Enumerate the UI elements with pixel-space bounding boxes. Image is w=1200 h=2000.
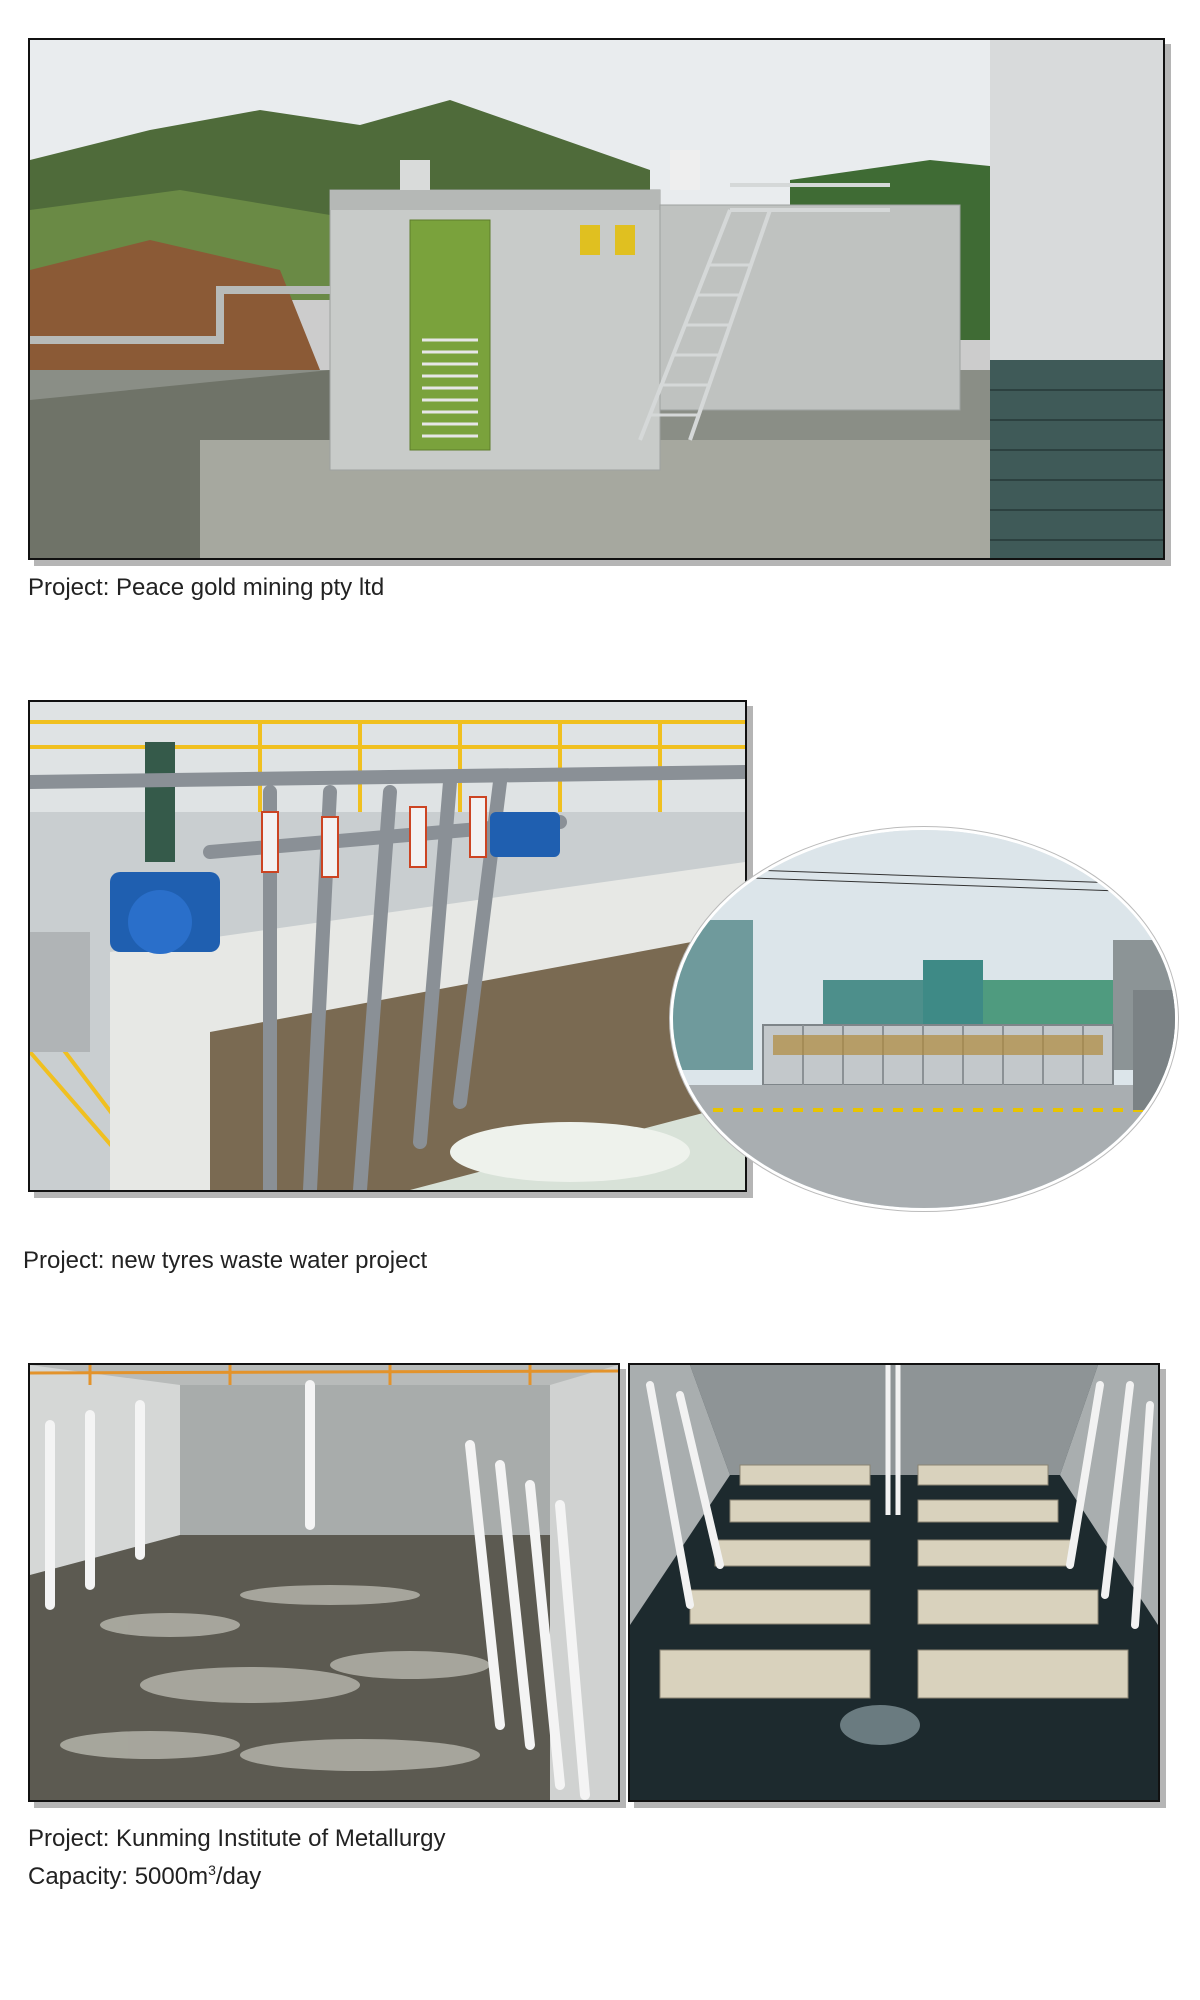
photo-tyres-pipework [28, 700, 747, 1192]
project-2-caption: Project: new tyres waste water project [23, 1247, 428, 1274]
project-1-caption: Project: Peace gold mining pty ltd [28, 574, 385, 601]
project-3-caption: Project: Kunming Institute of Metallurgy [28, 1825, 446, 1852]
pipework-tank-image [30, 702, 745, 1190]
capacity-superscript: 3 [208, 1862, 216, 1878]
capacity-suffix: /day [215, 1863, 262, 1890]
photo-peace-gold-mining-plant [28, 38, 1165, 560]
photo-factory-gate-oval [670, 827, 1178, 1211]
aeration-tank-image [30, 1365, 618, 1800]
container-treatment-plant-image [30, 40, 1163, 558]
project-3-capacity [28, 1859, 261, 1895]
photo-aeration-tank [28, 1363, 620, 1802]
photo-membrane-modules [628, 1363, 1160, 1802]
factory-gate-image [673, 830, 1175, 1208]
membrane-modules-image [630, 1365, 1158, 1800]
capacity-prefix: Capacity: 5000m [28, 1863, 209, 1890]
